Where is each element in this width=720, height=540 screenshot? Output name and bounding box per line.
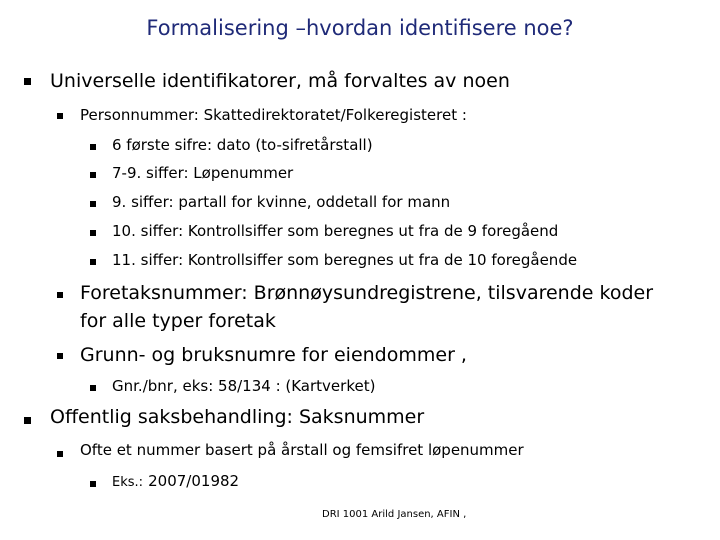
bullet-square-icon [57,353,63,359]
pn-sub-item: 6 første sifre: dato (to-sifretårstall) [112,136,373,154]
item-foretaksnummer-cont: for alle typer foretak [80,310,276,332]
bullet-square-icon [57,451,63,457]
pn-sub-item: 11. siffer: Kontrollsiffer som beregnes ut fra de 10 foregående [112,251,578,269]
item-grunn: Grunn- og bruksnumre for eiendommer , [80,344,467,366]
slide-title: Formalisering –hvordan identifisere noe? [146,16,574,40]
eks-value: 2007/01982 [148,472,240,490]
bullet-square-icon [90,172,96,178]
pn-sub-item: 7-9. siffer: Løpenummer [112,164,294,182]
bullet-square-icon [90,481,96,487]
pn-sub-item: 10. siffer: Kontrollsiffer som beregnes ut fra de 9 foregåend [112,222,559,240]
eks-label: Eks.: [112,475,144,490]
item-universelle: Universelle identifikatorer, må forvaltes av noen [50,70,510,92]
bullet-square-icon [24,78,31,85]
bullet-square-icon [90,144,96,150]
bullet-square-icon [90,201,96,207]
bullet-square-icon [90,230,96,236]
bullet-square-icon [57,113,63,119]
bullet-square-icon [57,292,63,298]
item-foretaksnummer: Foretaksnummer: Brønnøysundregistrene, tilsvarende koder [80,282,654,304]
item-eks [112,471,239,490]
item-gnr: Gnr./bnr, eks: 58/134 : (Kartverket) [112,377,376,395]
bullet-square-icon [24,417,31,424]
pn-sub-item: 9. siffer: partall for kvinne, oddetall for mann [112,193,451,211]
bullet-square-icon [90,385,96,391]
bullet-square-icon [90,259,96,265]
slide-footer: DRI 1001 Arild Jansen, AFIN , [322,509,467,520]
item-offentlig: Offentlig saksbehandling: Saksnummer [50,406,425,428]
item-personnummer: Personnummer: Skattedirektoratet/Folkeregisteret : [80,106,467,124]
item-ofte: Ofte et nummer basert på årstall og femsifret løpenummer [80,441,524,459]
